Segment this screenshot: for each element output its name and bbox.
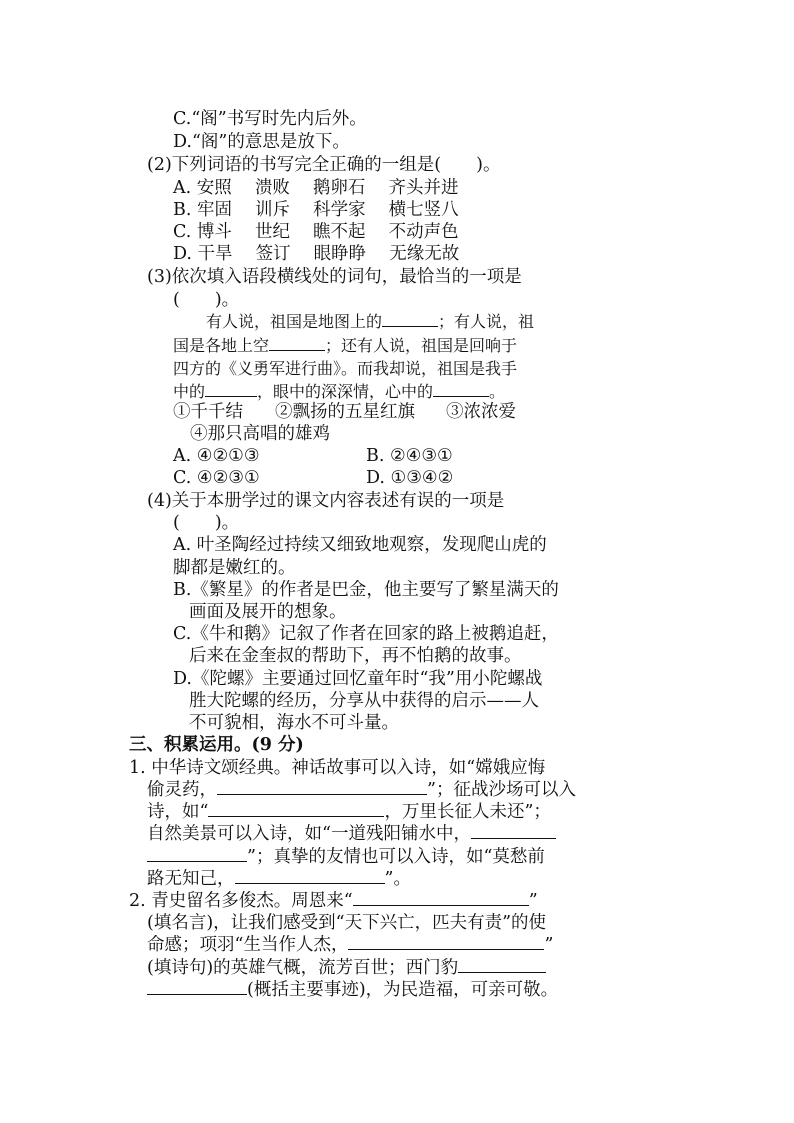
q3-passage-line3: 四方的《义勇军进行曲》。而我却说，祖国是我手 — [173, 359, 518, 378]
q3-passage-line4 — [173, 381, 505, 403]
q3-item-2: ②飘扬的五星红旗 — [275, 402, 415, 422]
q4-option-b-line1: B.《繁星》的作者是巴金，他主要写了繁星满天的 — [173, 580, 559, 600]
item-text: 偷灵药， — [147, 780, 217, 800]
item-text: ”；真挚的友情也可以入诗，如“莫愁前 — [247, 847, 545, 867]
item-text: 自然美景可以入诗，如“一道残阳铺水中， — [147, 824, 471, 844]
item-text: ”。 — [384, 869, 411, 889]
item-text: 命感；项羽“生当作人杰， — [147, 935, 349, 955]
passage-text: 。 — [489, 382, 506, 401]
passage-text: ；有人说，祖 — [438, 312, 535, 331]
q1-option-d: D.“阁”的意思是放下。 — [173, 132, 350, 152]
answer-blank[interactable] — [235, 869, 385, 884]
item-text: ” — [544, 935, 554, 955]
passage-text: ；还有人说，祖国是回响于 — [325, 336, 518, 355]
item-text: ” — [528, 891, 538, 911]
item-text: ，万里长征人未还”； — [384, 802, 551, 822]
answer-blank[interactable] — [147, 980, 247, 995]
q1-option-c: C.“阁”书写时先内后外。 — [173, 109, 367, 129]
q3-item-1: ①千千结 — [173, 402, 243, 422]
item-text: 2. 青史留名多俊杰。周恩来“ — [129, 891, 353, 911]
q4-option-d-line3: 不可貌相，海水不可斗量。 — [189, 713, 399, 733]
answer-blank[interactable] — [217, 780, 427, 795]
q3-item-3: ③浓浓爱 — [446, 402, 516, 422]
answer-blank[interactable] — [382, 312, 438, 327]
answer-blank[interactable] — [471, 824, 556, 839]
q4-option-d-line2: 胜大陀螺的经历，分享从中获得的启示——人 — [189, 691, 539, 711]
section-3-heading: 三、积累运用。(9 分) — [129, 735, 304, 755]
item-text: 诗，如“ — [147, 802, 209, 822]
q3-option-c: C. ④②③① — [173, 468, 260, 488]
q3-passage-line2 — [173, 335, 517, 357]
q4-stem-line1: (4)关于本册学过的课文内容表述有误的一项是 — [147, 491, 505, 511]
item-text: (概括主要事迹)，为民造福，可亲可敬。 — [247, 980, 559, 1000]
s3-item1-line5 — [147, 846, 545, 868]
q3-item-4: ④那只高唱的雄鸡 — [190, 424, 330, 444]
q4-option-c-line1: C.《牛和鹅》记叙了作者在回家的路上被鹅追赶， — [173, 624, 559, 644]
q3-option-d: D. ①③④② — [366, 468, 454, 488]
q2-option-b: B. 牢固 训斥 科学家 横七竖八 — [173, 200, 459, 220]
s3-item1-line1: 1. 中华诗文颂经典。神话故事可以入诗，如“嫦娥应悔 — [129, 758, 546, 778]
q4-option-d-line1: D.《陀螺》主要通过回忆童年时“我”用小陀螺战 — [173, 669, 543, 689]
passage-text: 有人说，祖国是地图上的 — [206, 312, 383, 331]
s3-item1-line3 — [147, 801, 551, 823]
q2-option-a: A. 安照 溃败 鹅卵石 齐头并进 — [173, 178, 459, 198]
q4-stem-line2: ( )。 — [173, 513, 240, 533]
s3-item2-line1 — [129, 890, 538, 912]
answer-blank[interactable] — [433, 382, 489, 397]
q3-passage-line1 — [206, 311, 534, 333]
answer-blank[interactable] — [353, 891, 529, 906]
q4-option-b-line2: 画面及展开的想象。 — [189, 602, 347, 622]
q3-option-b: B. ②④③① — [366, 446, 453, 466]
s3-item1-line6 — [147, 868, 411, 890]
q2-option-c: C. 博斗 世纪 瞧不起 不动声色 — [173, 222, 459, 242]
q3-option-a: A. ④②①③ — [173, 446, 260, 466]
q4-option-a-line2: 脚都是嫩红的。 — [173, 558, 296, 578]
answer-blank[interactable] — [147, 847, 247, 862]
answer-blank[interactable] — [348, 935, 544, 950]
answer-blank[interactable] — [458, 958, 546, 973]
answer-blank[interactable] — [208, 802, 384, 817]
passage-text: 国是各地上空 — [173, 336, 270, 355]
s3-item2-line2: (填名言)，让我们感受到“天下兴亡，匹夫有责”的使 — [147, 913, 547, 933]
passage-text: 中的 — [173, 382, 206, 401]
answer-blank[interactable] — [205, 382, 257, 397]
q2-stem: (2)下列词语的书写完全正确的一组是( )。 — [147, 155, 501, 175]
s3-item2-line3 — [147, 934, 553, 956]
s3-item1-line4 — [147, 823, 556, 845]
passage-text: ，眼中的深深情，心中的 — [257, 382, 434, 401]
item-text: 路无知己， — [147, 869, 235, 889]
item-text: ”；征战沙场可以入 — [427, 780, 576, 800]
s3-item1-line2 — [147, 779, 576, 801]
item-text: (填诗句)的英雄气概，流芳百世；西门豹 — [147, 958, 459, 978]
answer-blank[interactable] — [269, 336, 325, 351]
q4-option-a-line1: A. 叶圣陶经过持续又细致地观察，发现爬山虎的 — [173, 535, 547, 555]
q2-option-d: D. 干旱 签订 眼睁睁 无缘无故 — [173, 244, 460, 264]
q3-stem-line2: ( )。 — [173, 290, 240, 310]
q3-stem-line1: (3)依次填入语段横线处的词句，最恰当的一项是 — [147, 267, 522, 287]
s3-item2-line5 — [147, 979, 558, 1001]
q4-option-c-line2: 后来在金奎叔的帮助下，再不怕鹅的故事。 — [189, 646, 522, 666]
s3-item2-line4 — [147, 957, 546, 979]
